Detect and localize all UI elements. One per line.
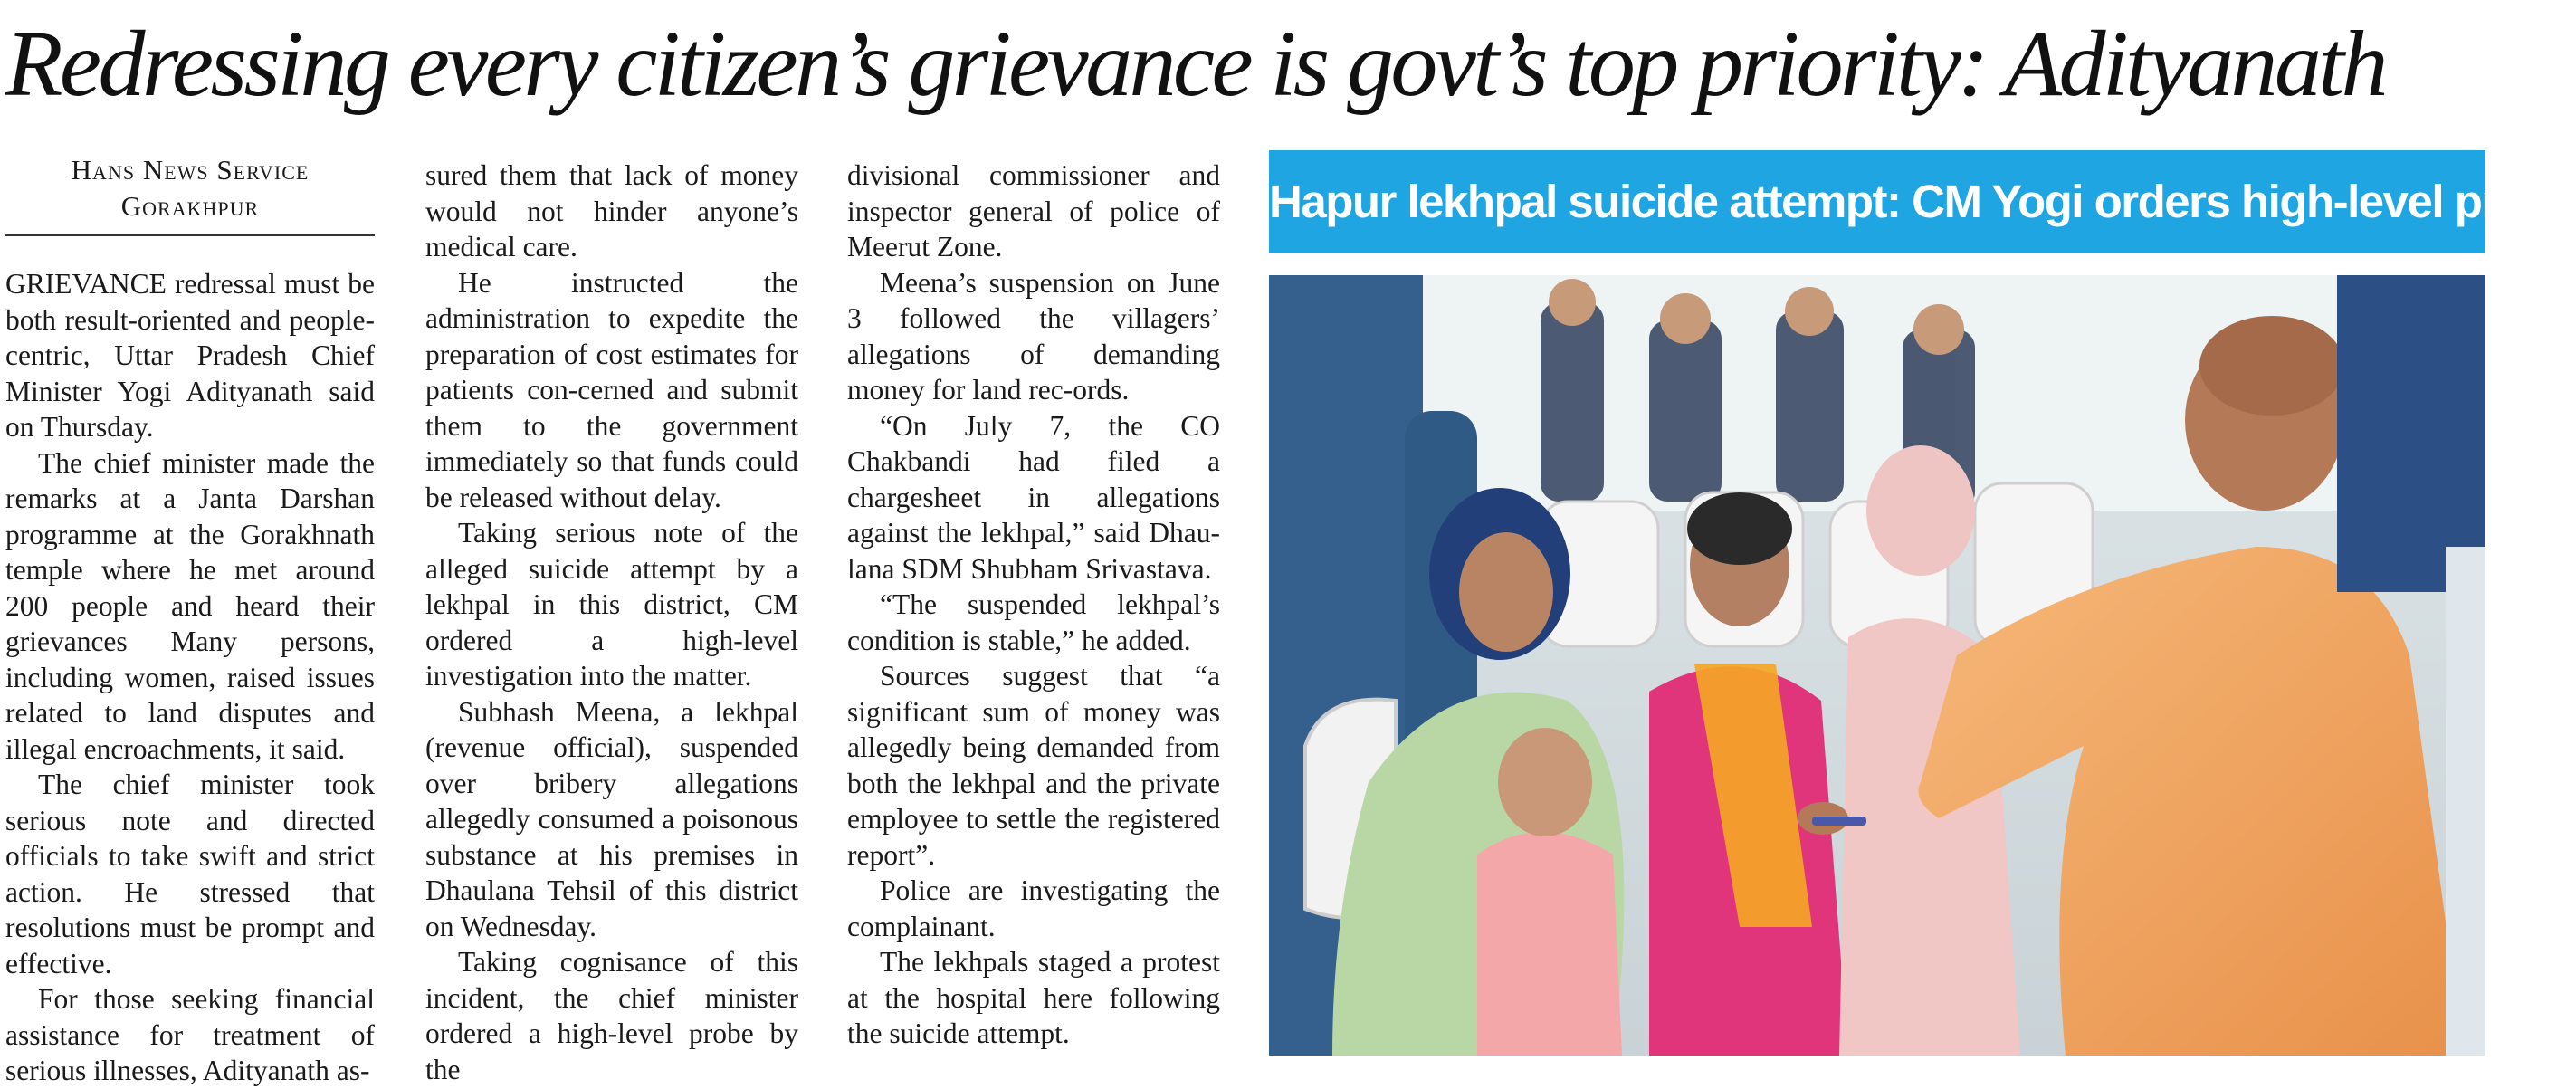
paragraph: Taking cognisance of this incident, the chief minister ordered a high-level probe by the — [425, 946, 798, 1085]
paragraph: For those seeking financial assistance for treatment of serious illnesses, Adityanath as- — [5, 983, 375, 1086]
paragraph: sured them that lack of money would not hinder anyone’s medical care. — [425, 159, 798, 263]
paragraph: Taking serious note of the alleged suicide attempt by a lekhpal in this district, CM ordered a high-level investigation into the matter. — [425, 517, 798, 692]
paragraph: The chief minister took serious note and directed officials to take swift and strict action. He stressed that resolutions must be prompt and effective. — [5, 769, 375, 979]
paragraph: divisional commissioner and inspector general of police of Meerut Zone. — [847, 159, 1220, 263]
photo-illustration — [1269, 275, 2485, 1056]
paragraph: “On July 7, the CO Chakbandi had filed a chargesheet in allegations against the lekhpal,” said Dhau-lana SDM Shubham Srivastava. — [847, 409, 1220, 585]
byline-service: Hans News Service — [71, 154, 310, 186]
paragraph: “The suspended lekhpal’s condition is stable,” he added. — [847, 588, 1220, 656]
main-headline: Redressing every citizen’s grievance is govt’s top priority: Adityanath — [5, 12, 2385, 116]
paragraph: Subhash Meena, a lekhpal (revenue official), suspended over bribery allegations allegedly consumed a poisonous substance at his premises in Dhaulana Tehsil of this district on Wednesday. — [425, 695, 798, 942]
byline — [5, 152, 375, 236]
news-photo — [1269, 275, 2485, 1056]
paragraph: Sources suggest that “a significant sum of money was allegedly being demanded from both the lekhpal and the private employee to settle the registered report”. — [847, 660, 1220, 871]
paragraph: Meena’s suspension on June 3 followed the villagers’ allegations of demanding money for land rec-ords. — [847, 266, 1220, 406]
paragraph: GRIEVANCE redressal must be both result-oriented and people-centric, Uttar Pradesh Chief Minister Yogi Adityanath said on Thursday. — [5, 268, 375, 443]
paragraph: The lekhpals staged a protest at the hospital here following the suicide attempt. — [847, 946, 1220, 1049]
paragraph: The chief minister made the remarks at a Janta Darshan programme at the Gorakhnath temple where he met around 200 people and heard their grievances Many persons, including women, raised issues related to land disputes and illegal encroachments, it said. — [5, 446, 375, 765]
sidebar-headline-banner: Hapur lekhpal suicide attempt: CM Yogi orders high-level probe — [1269, 150, 2485, 253]
article-column-1 — [5, 266, 375, 1086]
article-column-2 — [425, 158, 798, 1085]
paragraph: Police are investigating the complainant. — [847, 874, 1220, 942]
paragraph: He instructed the administration to expedite the preparation of cost estimates for patients con-cerned and submit them to the government immediately so that funds could be released without delay. — [425, 266, 798, 513]
byline-place: Gorakhpur — [120, 190, 260, 222]
article-column-3 — [847, 158, 1220, 1057]
